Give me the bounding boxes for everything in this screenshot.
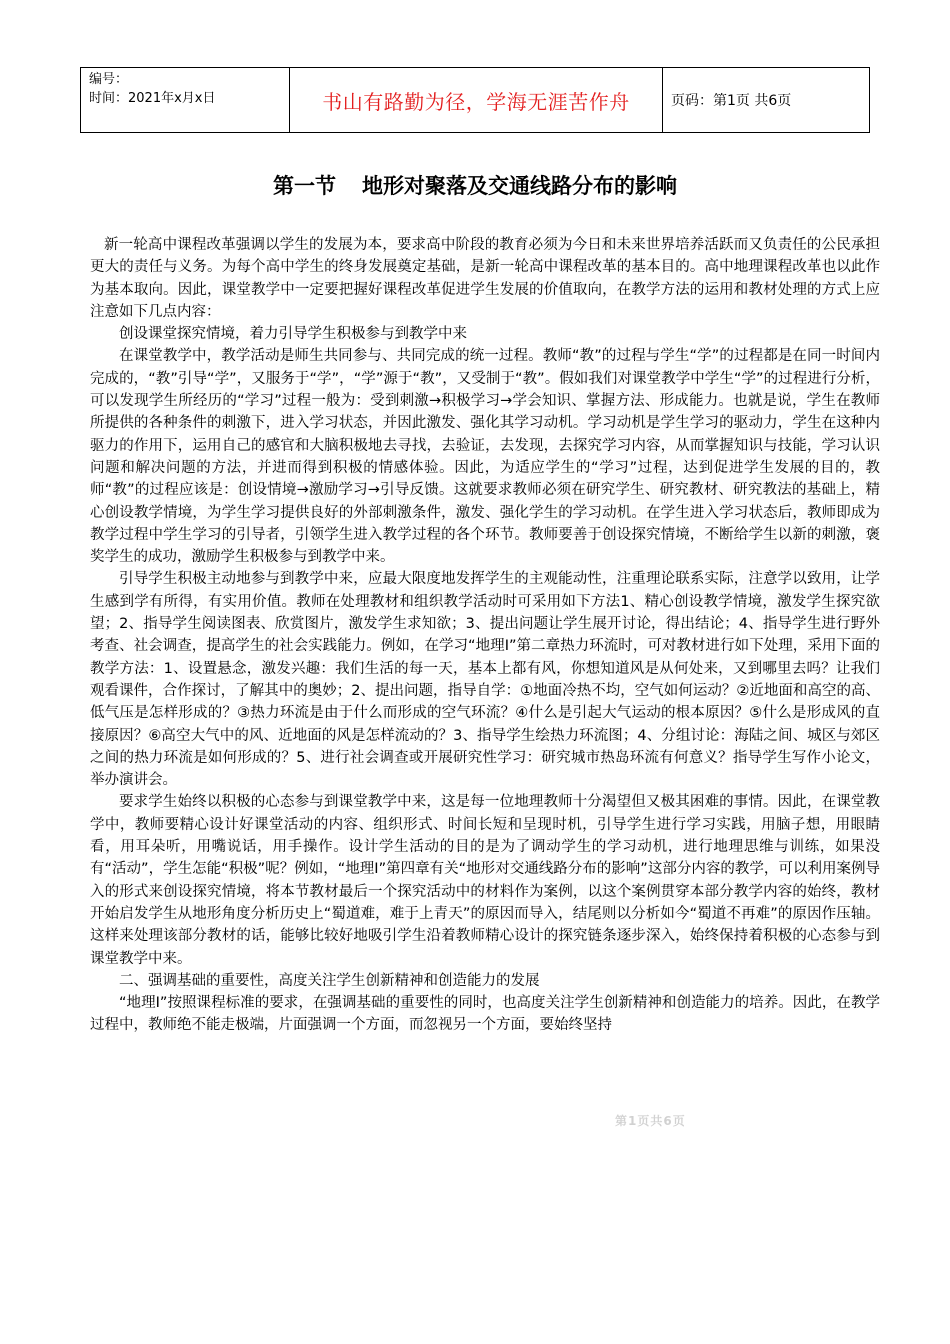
paragraph-intro: 新一轮高中课程改革强调以学生的发展为本，要求高中阶段的教育必须为今日和未来世界培养活跃而又负责任的公民承担更大的责任与义务。为每个高中学生的终身发展奠定基础，是新一轮高中课程改革的基本目的。高中地理课程改革也以此作为基本取向。因此，课堂教学中一定要把握好课程改革促进学生发展的价值取向，在教学方法的运用和教材处理的方式上应注意如下几点内容： — [90, 237, 880, 320]
paragraph-methods: 引导学生积极主动地参与到教学中来，应最大限度地发挥学生的主观能动性，注重理论联系实际，注意学以致用，让学生感到学有所得，有实用价值。教师在处理教材和组织教学活动时可采用如下方法1、精心创设教学情境，激发学生探究欲望；2、指导学生阅读图表、欣赏图片，激发学生求知欲；3、提出问题让学生展开讨论，得出结论；4、指导学生进行野外考查、社会调查，提高学生的社会实践能力。例如，在学习“地理I”第二章热力环流时，可对教材进行如下处理，采用下面的教学方法：1、设置悬念，激发兴趣：我们生活的每一天，基本上都有风，你想知道风是从何处来，又到哪里去吗？让我们观看课件，合作探讨，了解其中的奥妙；2、提出问题，指导自学：①地面冷热不均，空气如何运动？②近地面和高空的高、低气压是怎样形成的？③热力环流是由于什么而形成的空气环流？④什么是引起大气运动的根本原因？⑤什么是形成风的直接原因？⑥高空大气中的风、近地面的风是怎样流动的？3、指导学生绘热力环流图；4、分组讨论：海陆之间、城区与郊区之间的热力环流是如何形成的？5、进行社会调查或开展研究性学习：研究城市热岛环流有何意义？指导学生写作小论文，举办演讲会。 — [90, 571, 880, 789]
header-meta-cell — [81, 68, 290, 133]
paragraph-teaching-process: 在课堂教学中，教学活动是师生共同参与、共同完成的统一过程。教师“教”的过程与学生“学”的过程都是在同一时间内完成的，“教”引导“学”，又服务于“学”，“学”源于“教”，又受制于“教”。假如我们对课堂教学中学生“学”的过程进行分析，可以发现学生所经历的“学习”过程一般为：受到刺激→积极学习→学会知识、掌握方法、形成能力。也就是说，学生在教师所提供的各种条件的刺激下，进入学习状态，并因此激发、强化其学习动机。学习动机是学生学习的驱动力，学生在这种内驱力的作用下，运用自己的感官和大脑积极地去寻找，去验证，去发现，去探究学习内容，从而掌握知识与技能，学习认识问题和解决问题的方法，并进而得到积极的情感体验。因此，为适应学生的“学习”过程，达到促进学生发展的目的，教师“教”的过程应该是：创设情境→激励学习→引导反馈。这就要求教师必须在研究学生、研究教材、研究教法的基础上，精心创设教学情境，为学生学习提供良好的外部刺激条件，激发、强化学生的学习动机。在学生进入学习状态后，教师即成为教学过程中学生学习的引导者，引领学生进入教学过程的各个环节。教师要善于创设探究情境，不断给学生以新的刺激，褒奖学生的成功，激励学生积极参与到教学中来。 — [90, 348, 880, 566]
subheading-two: 二、强调基础的重要性，高度关注学生创新精神和创造能力的发展 — [119, 972, 540, 989]
header-table — [80, 67, 870, 133]
page-title — [0, 170, 950, 200]
section-heading: 地形对聚落及交通线路分布的影响 — [362, 174, 677, 198]
page-info: 页码：第1页 共6页 — [671, 93, 792, 109]
document-number-label: 编号： — [89, 72, 129, 87]
motto-text: 书山有路勤为径，学海无涯苦作舟 — [322, 89, 630, 114]
header-page-cell — [663, 68, 870, 133]
document-date-label: 时间：2021年x月x日 — [89, 91, 216, 106]
document-body — [90, 234, 880, 1037]
paragraph-activities: 要求学生始终以积极的心态参与到课堂教学中来，这是每一位地理教师十分渴望但又极其困难的事情。因此，在课堂教学中，教师要精心设计好课堂活动的内容、组织形式、时间长短和呈现时机，引导学生进行学习实践，用脑子想，用眼睛看，用耳朵听，用嘴说话，用手操作。设计学生活动的目的是为了调动学生的学习动机，进行地理思维与训练，如果没有“活动”，学生怎能“积极”呢？例如，“地理I”第四章有关“地形对交通线路分布的影响”这部分内容的教学，可以利用案例导入的形式来创设探究情境，将本节教材最后一个探究活动中的材料作为案例，以这个案例贯穿本部分教学内容的始终，教材开始启发学生从地形角度分析历史上“蜀道难，难于上青天”的原因而导入，结尾则以分析如今“蜀道不再难”的原因作压轴。这样来处理该部分教材的话，能够比较好地吸引学生沿着教师精心设计的探究链条逐步深入，始终保持着积极的心态参与到课堂教学中来。 — [90, 794, 880, 967]
paragraph-basics: “地理I”按照课程标准的要求，在强调基础的重要性的同时，也高度关注学生创新精神和创造能力的培养。因此，在教学过程中，教师绝不能走极端，片面强调一个方面，而忽视另一个方面，要始终坚持 — [90, 995, 880, 1034]
header-motto-cell — [290, 68, 663, 133]
section-number: 第一节 — [273, 174, 336, 198]
subheading-one: 创设课堂探究情境，着力引导学生积极参与到教学中来 — [119, 326, 467, 343]
page-watermark: 第1页共6页 — [615, 1114, 686, 1128]
